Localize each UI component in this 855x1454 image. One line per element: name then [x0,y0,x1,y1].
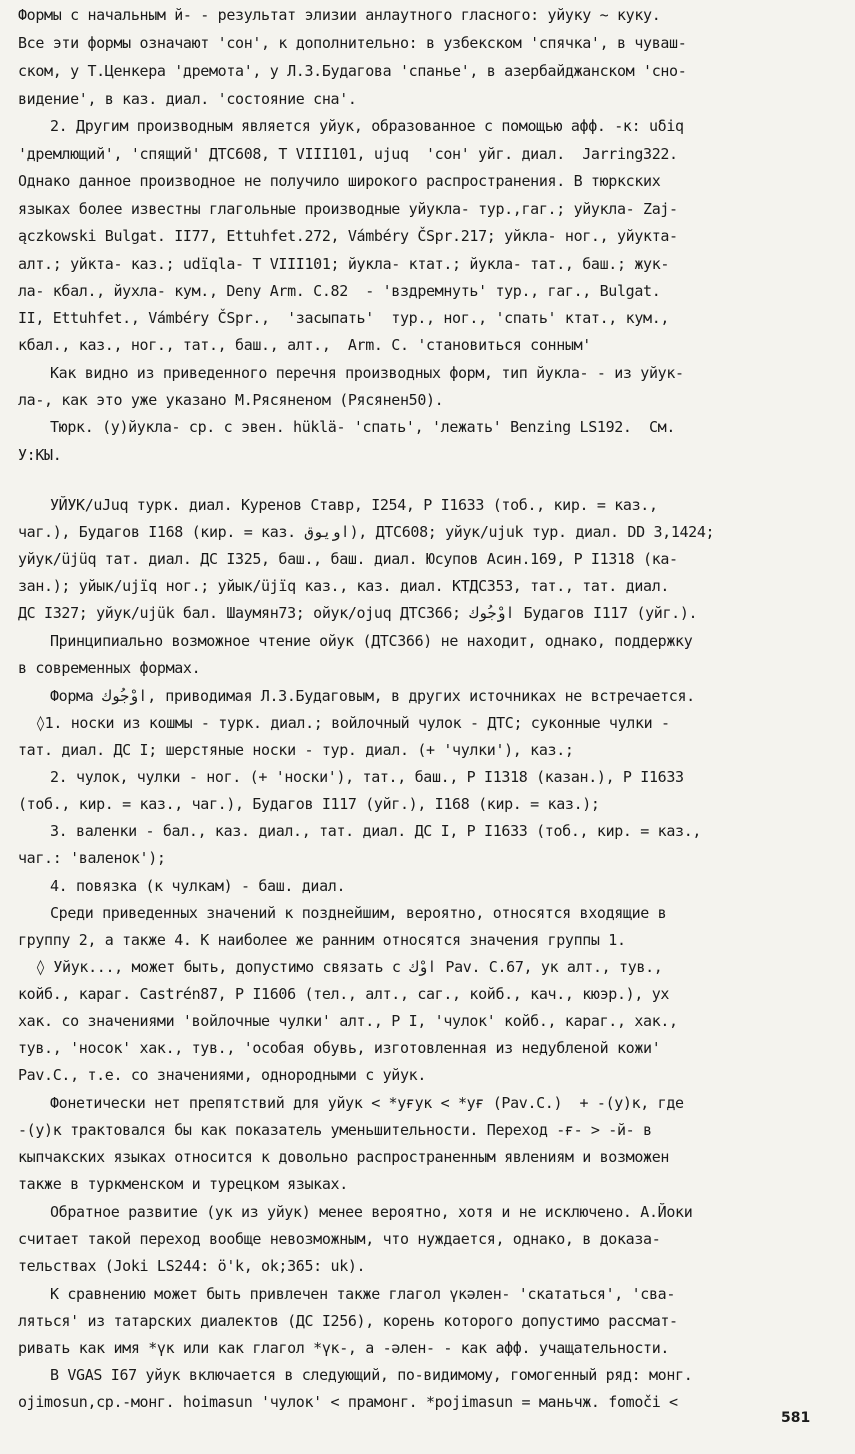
text-line: Обратное развитие (ук из уйук) менее вероятно, хотя и не исключено. А.Йоки [50,1203,693,1221]
text-line: (тоб., кир. = каз., чаг.), Будагов I117 (уйг.), I168 (кир. = каз.); [18,795,600,813]
text-line: УЙУК/uJuq турк. диал. Куренов Ставр, I254, Р I1633 (тоб., кир. = каз., [50,496,658,514]
text-line: зан.); уйык/ujïq ног.; уйык/üjïq каз., каз. диал. КТДС353, тат., тат. диал. [18,577,670,595]
text-line: чаг.: 'валенок'); [18,849,166,867]
text-line: считает такой переход вообще невозможным, что нуждается, однако, в доказа- [18,1230,661,1248]
text-line: 4. повязка (к чулкам) - баш. диал. [50,877,346,895]
text-line: Как видно из приведенного перечня производных форм, тип йукла- - из уйук- [50,364,684,382]
text-line: ączkowski Bulgat. II77, Ettuhfet.272, Vámbéry ČSpr.217; уйкла- ног., уйукта- [18,227,678,245]
text-line: Однако данное производное не получило широкого распространения. В тюркских [18,172,661,190]
text-line: чаг.), Будагов I168 (кир. = каз. اويوق), ДТС608; уйук/ujuk тур. диал. DD 3,1424; [18,523,715,541]
text-line: Тюрк. (у)йукла- ср. с эвен. hüklä- 'спать', 'лежать' Benzing LS192. См. [50,418,676,436]
text-line: ◊ Уйук..., может быть, допустимо связать с اوْك Pav. C.67, ук алт., тув., [36,958,663,976]
text-line: хак. со значениями 'войлочные чулки' алт., Р I, 'чулок' койб., караг., хак., [18,1012,678,1030]
text-line: тельствах (Joki LS244: ö'k, ok;365: uk). [18,1257,366,1275]
text-line: Фонетически нет препятствий для уйук < *уғук < *уғ (Pav.C.) + -(у)к, где [50,1094,684,1112]
text-line: уйук/üjüq тат. диал. ДС I325, баш., баш. диал. Юсупов Асин.169, Р I1318 (ка- [18,550,678,568]
text-line: кбал., каз., ног., тат., баш., алт., Arm. C. 'становиться сонным' [18,336,591,354]
text-line: языках более известны глагольные производные уйукла- тур.,гаг.; уйукла- Zaj- [18,200,678,218]
text-line: В VGAS I67 уйук включается в следующий, по-видимому, гомогенный ряд: монг. [50,1366,693,1384]
text-line: ривать как имя *үк или как глагол *үк-, а -әлен- - как афф. учащательности. [18,1339,670,1357]
text-line: ojimosun,ср.-монг. hoimasun 'чулок' < прамонг. *pojimasun = маньчж. fomoči < [18,1393,678,1411]
text-line: ◊1. носки из кошмы - турк. диал.; войлочный чулок - ДТС; суконные чулки - [36,714,670,732]
text-line: группу 2, а также 4. К наиболее же ранним относятся значения группы 1. [18,931,626,949]
text-line: тат. диал. ДС I; шерстяные носки - тур. диал. (+ 'чулки'), каз.; [18,741,574,759]
text-line: Форма اوْجُوك, приводимая Л.З.Будаговым, в других источниках не встречается. [50,687,695,705]
text-line: II, Ettuhfet., Vámbéry ČSpr., 'засыпать' тур., ног., 'спать' ктат., кум., [18,309,670,327]
text-line: -(у)к трактовался бы как показатель уменьшительности. Переход -ғ- > -й- в [18,1121,652,1139]
text-line: 3. валенки - бал., каз. диал., тат. диал. ДС I, Р I1633 (тоб., кир. = каз., [50,822,702,840]
text-line: ла-, как это уже указано М.Рясяненом (Рясянен50). [18,391,444,409]
text-line: Pav.C., т.е. со значениями, однородными с уйук. [18,1066,426,1084]
text-line: Формы с начальным й- - результат элизии анлаутного гласного: уйуку ~ куку. [18,6,661,24]
text-line: У:КЫ. [18,446,62,464]
text-line: Принципиально возможное чтение ойук (ДТС366) не находит, однако, поддержку [50,632,693,650]
text-line: ском, у Т.Ценкера 'дремота', у Л.З.Будагова 'спанье', в азербайджанском 'сно- [18,62,687,80]
text-line: койб., караг. Castrén87, Р I1606 (тел., алт., саг., койб., кач., кюэр.), ух [18,985,670,1003]
page-number: 581 [781,1410,811,1426]
text-line: также в туркменском и турецком языках. [18,1175,348,1193]
text-line: видение', в каз. диал. 'состояние сна'. [18,90,357,108]
text-line: ляться' из татарских диалектов (ДС I256), корень которого допустимо рассмат- [18,1312,678,1330]
text-line: алт.; уйкта- каз.; udïqla- Т VIII101; йукла- ктат.; йукла- тат., баш.; жук- [18,255,670,273]
text-line: Все эти формы означают 'сон', к дополнительно: в узбекском 'спячка', в чуваш- [18,34,687,52]
text-line: тув., 'носок' хак., тув., 'особая обувь, изготовленная из недубленой кожи' [18,1039,661,1057]
text-line: ДС I327; уйук/ujük бал. Шаумян73; ойук/ojuq ДТС366; اوْجُوك Будагов I117 (уйг.). [18,604,698,622]
text-line: в современных формах. [18,659,201,677]
text-line: Среди приведенных значений к позднейшим, вероятно, относятся входящие в [50,904,667,922]
text-line: К сравнению может быть привлечен также глагол үкәлен- 'скататься', 'сва- [50,1285,676,1303]
text-line: 2. Другим производным является уйук, образованное с помощью афф. -к: uδiq [50,117,684,135]
text-line: 'дремлющий', 'спящий' ДТС608, Т VIII101, ujuq 'сон' уйг. диал. Jarring322. [18,145,678,163]
text-line: 2. чулок, чулки - ног. (+ 'носки'), тат., баш., Р I1318 (казан.), Р I1633 [50,768,684,786]
text-line: ла- кбал., йухла- кум., Deny Arm. C.82 - 'вздремнуть' тур., гаг., Bulgat. [18,282,661,300]
text-line: кыпчакских языках относится к довольно распространенным явлениям и возможен [18,1148,670,1166]
